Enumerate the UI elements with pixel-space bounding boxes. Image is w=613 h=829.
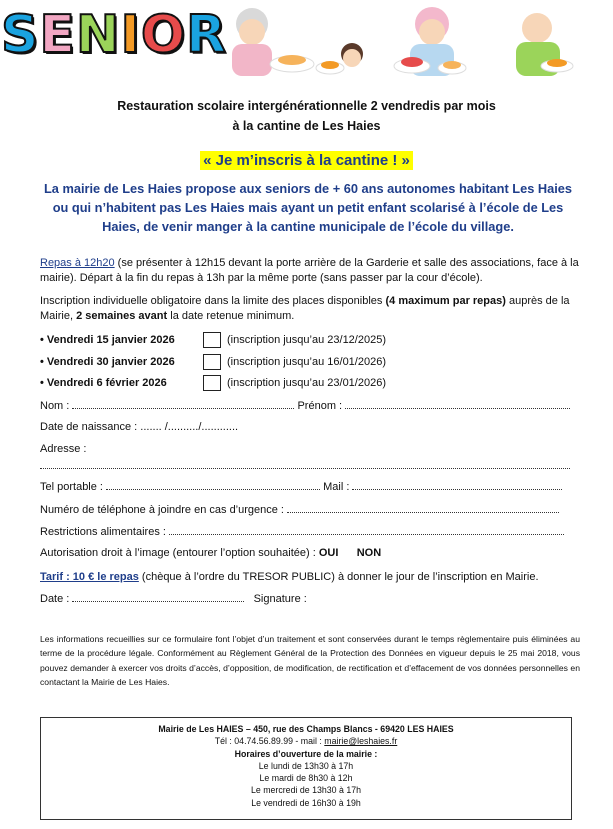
hours-title: Horaires d’ouverture de la mairie : [234,748,378,759]
date-text: Vendredi 6 février 2026 [46,377,167,389]
hours-item: Le lundi de 13h30 à 17h [258,760,354,771]
inscription-text: la date retenue minimum. [167,309,295,322]
date-text: Vendredi 15 janvier 2026 [46,334,175,346]
hours-item: Le mercredi de 13h30 à 17h [250,785,362,796]
senior-logo [0,5,228,65]
contact-phone: Tél : 04.74.56.89.99 - mail : [214,736,325,747]
contact-phone-mail [41,735,571,747]
logo-letter: R [186,5,228,65]
inscription-text: Inscription individuelle obligatoire dans la limite des places disponibles [40,295,386,307]
tel-field[interactable] [40,480,562,493]
mail-input[interactable] [352,480,562,490]
signup-banner [0,152,613,170]
tarif-text: (chèque à l’ordre du TRESOR PUBLIC) à donner le jour de l’inscription en Mairie. [138,571,539,583]
contact-address: Mairie de Les HAIES – 450, rue des Champs Blancs - 69420 LES HAIES [158,724,454,734]
date-checkbox[interactable] [203,332,221,348]
restrictions-input[interactable] [169,525,564,535]
date-deadline: (inscription jusqu’au 23/01/2026) [227,377,386,389]
seniors-eating-illustration [212,2,592,82]
date-label: • Vendredi 6 février 2026 [40,377,167,389]
nom-field[interactable] [40,399,570,412]
naissance-field[interactable] [40,421,238,433]
date-option [40,374,386,392]
date-deadline: (inscription jusqu’au 23/12/2025) [227,334,386,346]
oui-option[interactable]: OUI [318,547,339,559]
inscription-max: (4 maximum par repas) [385,295,506,307]
date-label: Date : [40,593,70,605]
date-input[interactable] [72,592,244,602]
intro-paragraph: La mairie de Les Haies propose aux seniors de + 60 ans autonomes habitant Les Haies ou qui n’habitent pas Les Haies mais ayant un petit enfant scolarisé à l’école de Les Haies, de venir manger à la cantine municipale de l’école du village. [43,181,573,234]
hours-item: Le mardi de 8h30 à 12h [259,773,353,784]
contact-email-link[interactable]: mairie@leshaies.fr [324,736,398,747]
restrictions-field[interactable] [40,525,564,538]
urgence-input[interactable] [287,503,559,513]
date-deadline: (inscription jusqu’au 16/01/2026) [227,356,386,368]
date-option [40,331,386,349]
nom-input[interactable] [72,399,294,409]
adresse-field[interactable] [40,443,86,455]
autorisation-field [40,547,381,559]
date-label: • Vendredi 15 janvier 2026 [40,334,175,346]
banner-text: « Je m’inscris à la cantine ! » [200,151,413,170]
date-label: • Vendredi 30 janvier 2026 [40,356,175,368]
inscription-delay: 2 semaines avant [76,309,168,322]
logo-letter: I [120,5,141,65]
date-checkbox[interactable] [203,375,221,391]
adresse-line[interactable] [40,468,570,469]
hours-item: Le vendredi de 16h30 à 19h [251,797,361,808]
title-line-1: Restauration scolaire intergénérationnelle 2 vendredis par mois [117,99,496,113]
date-option [40,353,386,371]
child-figure [316,43,363,74]
contact-box [40,717,572,820]
prenom-label: Prénom : [297,400,343,412]
title-line-2: à la cantine de Les Haies [232,119,381,133]
logo-letter: S [0,5,40,65]
tel-input[interactable] [106,480,320,490]
restrictions-label: Restrictions alimentaires : [40,526,166,538]
nom-label: Nom : [40,400,70,412]
adresse-label: Adresse : [40,443,87,455]
tel-label: Tel portable : [40,481,103,493]
non-option[interactable]: NON [356,547,382,559]
date-checkbox[interactable] [203,354,221,370]
legal-notice: Les informations recueillies sur ce formulaire font l’objet d’un traitement et sont conservées durant le temps règlementaire puis éliminées au terme de la procédure légale. Conformément au Règlement Général de la Protection des Données en vigueur depuis le 25 mai 2018, vous pouvez demander à exercer vos droits d’accès, d’opposition, de modification, de rectification et d’effacement de vos données personnelles en contactant la Mairie de Les Haies. [40,634,580,687]
prenom-input[interactable] [345,399,570,409]
urgence-field[interactable] [40,503,559,516]
date-text: Vendredi 30 janvier 2026 [46,356,175,368]
logo-letter: E [39,5,76,65]
logo-letter: N [75,5,121,65]
urgence-label: Numéro de téléphone à joindre en cas d’urgence : [40,504,284,516]
date-signature-field[interactable] [40,592,307,605]
grandpa-figure [516,13,573,76]
grandma-pink-figure [394,7,466,76]
logo-letter: O [140,5,187,65]
grandma-figure [232,8,314,76]
inscription-paragraph [40,294,580,323]
signature-label: Signature : [253,593,307,605]
repas-text: (se présenter à 12h15 devant la porte arrière de la Garderie et salle des associations, face à la mairie). Départ à la fin du repas à 13h par la même porte (sans passer par la cour d’école). [40,257,579,284]
tarif-label: Tarif : 10 € le repas [40,571,139,583]
tarif-paragraph [40,570,580,585]
mail-label: Mail : [323,481,350,493]
naissance-label: Date de naissance : ....... /........../............ [40,421,239,433]
inscription-text: auprès de la Mairie, [40,295,570,322]
autorisation-label: Autorisation droit à l’image (entourer l’option souhaitée) : [40,547,319,559]
repas-paragraph [40,256,580,285]
repas-label: Repas à 12h20 [40,257,115,269]
